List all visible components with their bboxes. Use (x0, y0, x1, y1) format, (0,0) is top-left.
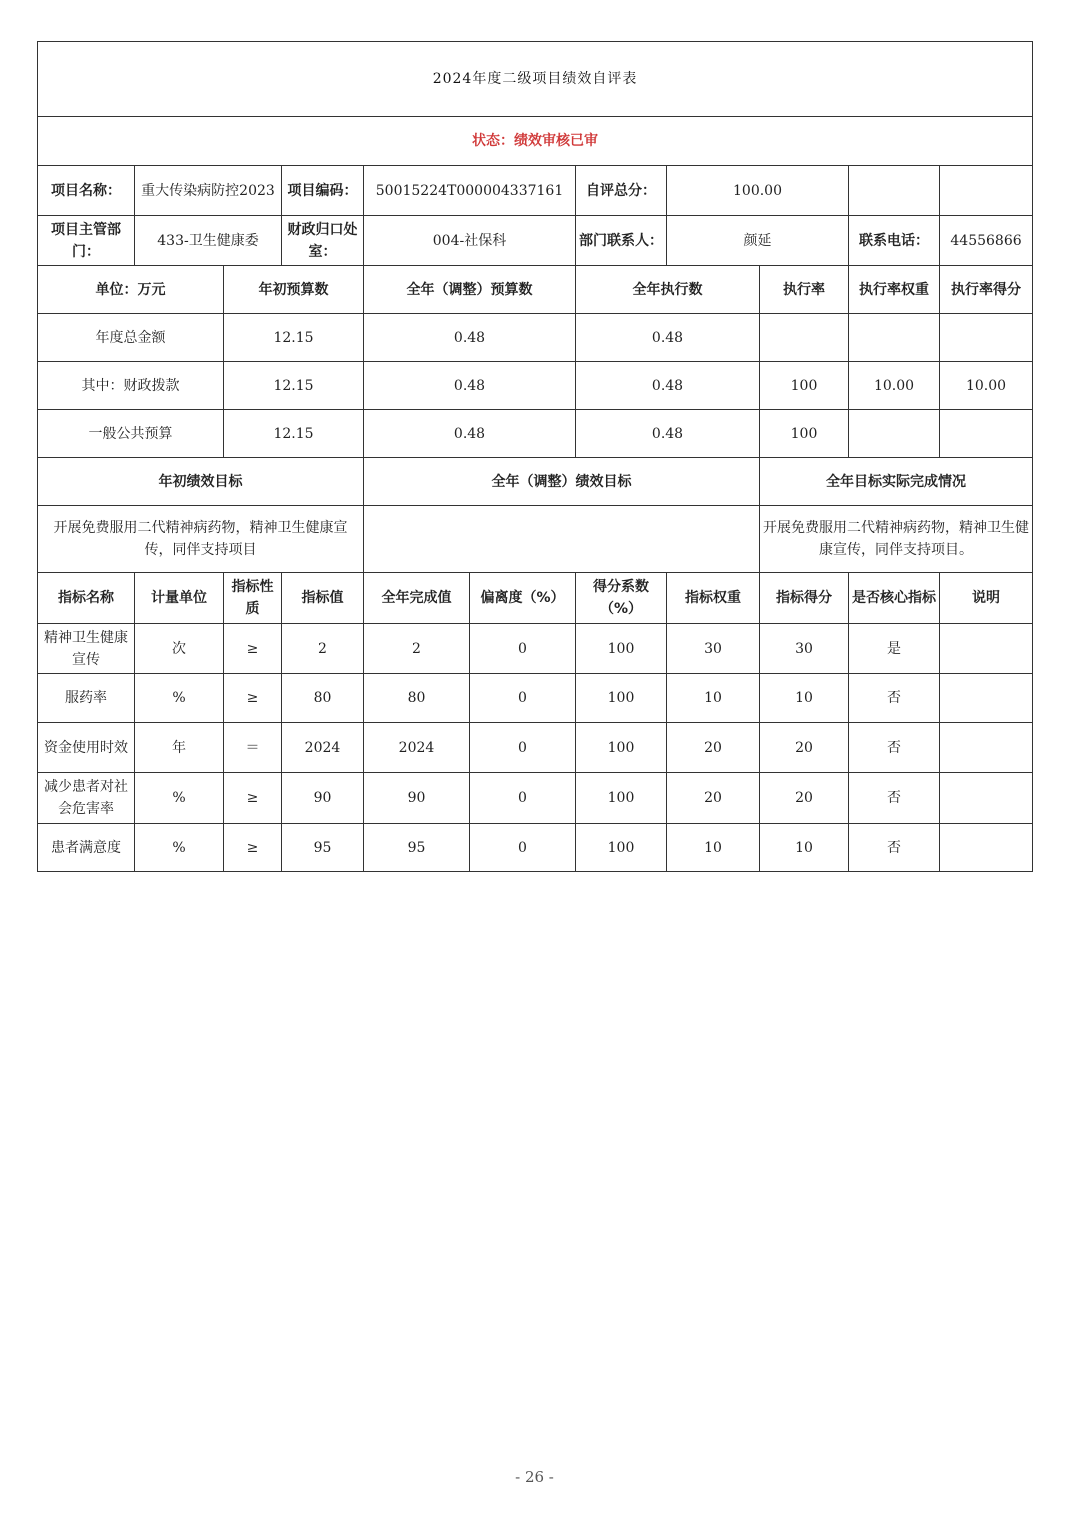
indicator-cell: 2 (282, 624, 364, 674)
actual-goal-text: 开展免费服用二代精神病药物，精神卫生健康宣传，同伴支持项目。 (760, 506, 1033, 573)
indicator-header: 说明 (940, 573, 1033, 624)
indicator-cell: % (135, 824, 224, 872)
indicator-cell: 20 (760, 773, 849, 824)
indicator-cell: 100 (576, 723, 667, 773)
indicator-cell: 2 (364, 624, 470, 674)
budget-header: 全年（调整）预算数 (364, 266, 576, 314)
indicator-cell: 2024 (364, 723, 470, 773)
budget-header: 执行率得分 (940, 266, 1033, 314)
indicator-cell: ≥ (224, 824, 282, 872)
indicator-row (38, 674, 1033, 723)
indicator-cell: 30 (760, 624, 849, 674)
initial-goal-text: 开展免费服用二代精神病药物，精神卫生健康宣传，同伴支持项目 (38, 506, 364, 573)
budget-header: 执行率 (760, 266, 849, 314)
indicator-cell: ＝ (224, 723, 282, 773)
indicator-cell: 2024 (282, 723, 364, 773)
empty-cell (849, 166, 940, 216)
total-score-value: 100.00 (667, 166, 849, 216)
indicator-cell: 是 (849, 624, 940, 674)
finance-value: 004-社保科 (364, 216, 576, 266)
indicator-header: 全年完成值 (364, 573, 470, 624)
indicator-cell: 否 (849, 723, 940, 773)
budget-cell: 其中：财政拨款 (38, 362, 224, 410)
budget-cell: 0.48 (364, 362, 576, 410)
indicator-cell: 精神卫生健康宣传 (38, 624, 135, 674)
indicator-cell: 90 (364, 773, 470, 824)
indicator-cell (940, 624, 1033, 674)
indicator-header: 是否核心指标 (849, 573, 940, 624)
indicator-cell: 0 (470, 773, 576, 824)
budget-row (38, 410, 1033, 458)
budget-row (38, 362, 1033, 410)
budget-cell (940, 410, 1033, 458)
page-title: 2024年度二级项目绩效自评表 (38, 42, 1033, 117)
indicator-cell: 0 (470, 723, 576, 773)
budget-row (38, 314, 1033, 362)
indicator-cell: 20 (667, 773, 760, 824)
budget-header: 年初预算数 (224, 266, 364, 314)
budget-header: 单位：万元 (38, 266, 224, 314)
indicator-cell: 次 (135, 624, 224, 674)
indicator-cell: 0 (470, 674, 576, 723)
indicator-cell: 100 (576, 624, 667, 674)
indicator-cell: 服药率 (38, 674, 135, 723)
indicator-cell: 减少患者对社会危害率 (38, 773, 135, 824)
initial-goal-label: 年初绩效目标 (38, 458, 364, 506)
budget-cell (849, 314, 940, 362)
budget-cell: 0.48 (576, 410, 760, 458)
indicator-cell: 否 (849, 674, 940, 723)
indicator-cell: 100 (576, 674, 667, 723)
indicator-cell (940, 824, 1033, 872)
indicator-cell: 0 (470, 624, 576, 674)
contact-value: 颜延 (667, 216, 849, 266)
phone-value: 44556866 (940, 216, 1033, 266)
indicator-cell: 患者满意度 (38, 824, 135, 872)
dept-label: 项目主管部门： (38, 216, 135, 266)
budget-cell: 年度总金额 (38, 314, 224, 362)
budget-cell: 0.48 (576, 314, 760, 362)
indicator-cell: % (135, 674, 224, 723)
indicator-cell: 10 (667, 824, 760, 872)
indicator-header: 指标权重 (667, 573, 760, 624)
indicator-row (38, 773, 1033, 824)
budget-cell: 12.15 (224, 362, 364, 410)
indicator-header: 指标得分 (760, 573, 849, 624)
budget-cell: 10.00 (849, 362, 940, 410)
indicator-cell: 否 (849, 824, 940, 872)
indicator-cell: 20 (667, 723, 760, 773)
project-code-value: 50015224T000004337161 (364, 166, 576, 216)
indicator-cell: 0 (470, 824, 576, 872)
budget-cell (760, 314, 849, 362)
finance-label: 财政归口处室： (282, 216, 364, 266)
budget-cell (849, 410, 940, 458)
budget-cell: 一般公共预算 (38, 410, 224, 458)
indicator-cell: 30 (667, 624, 760, 674)
budget-cell (940, 314, 1033, 362)
budget-cell: 100 (760, 410, 849, 458)
adjusted-goal-text (364, 506, 760, 573)
dept-value: 433-卫生健康委 (135, 216, 282, 266)
indicator-cell: % (135, 773, 224, 824)
indicator-header: 偏离度（%） (470, 573, 576, 624)
indicator-cell (940, 773, 1033, 824)
indicator-cell: ≥ (224, 773, 282, 824)
indicator-cell: ≥ (224, 674, 282, 723)
budget-header: 执行率权重 (849, 266, 940, 314)
indicator-header: 计量单位 (135, 573, 224, 624)
indicator-header: 指标名称 (38, 573, 135, 624)
indicator-cell: 100 (576, 773, 667, 824)
indicator-cell: 80 (364, 674, 470, 723)
indicator-row (38, 624, 1033, 674)
adjusted-goal-label: 全年（调整）绩效目标 (364, 458, 760, 506)
project-name-label: 项目名称： (38, 166, 135, 216)
budget-cell: 12.15 (224, 410, 364, 458)
indicator-cell (940, 723, 1033, 773)
budget-cell: 100 (760, 362, 849, 410)
indicator-row (38, 824, 1033, 872)
indicator-cell: 资金使用时效 (38, 723, 135, 773)
budget-cell: 10.00 (940, 362, 1033, 410)
indicator-header: 得分系数（%） (576, 573, 667, 624)
indicator-cell: 100 (576, 824, 667, 872)
indicator-row (38, 723, 1033, 773)
phone-label: 联系电话： (849, 216, 940, 266)
indicator-cell: 20 (760, 723, 849, 773)
indicator-cell: 否 (849, 773, 940, 824)
indicator-cell: 10 (760, 674, 849, 723)
budget-header: 全年执行数 (576, 266, 760, 314)
page-number: - 26 - (515, 1468, 554, 1486)
indicator-cell: 年 (135, 723, 224, 773)
indicator-cell: ≥ (224, 624, 282, 674)
empty-cell (940, 166, 1033, 216)
indicator-cell: 10 (760, 824, 849, 872)
project-code-label: 项目编码： (282, 166, 364, 216)
budget-cell: 0.48 (576, 362, 760, 410)
budget-cell: 12.15 (224, 314, 364, 362)
budget-cell: 0.48 (364, 410, 576, 458)
indicator-cell: 90 (282, 773, 364, 824)
indicator-cell (940, 674, 1033, 723)
indicator-cell: 10 (667, 674, 760, 723)
status-badge: 状态：绩效审核已审 (38, 117, 1033, 166)
indicator-header: 指标值 (282, 573, 364, 624)
contact-label: 部门联系人： (576, 216, 667, 266)
indicator-header: 指标性质 (224, 573, 282, 624)
actual-goal-label: 全年目标实际完成情况 (760, 458, 1033, 506)
project-name-value: 重大传染病防控2023 (135, 166, 282, 216)
self-evaluation-table (37, 41, 1033, 872)
indicator-cell: 95 (364, 824, 470, 872)
indicator-cell: 80 (282, 674, 364, 723)
total-score-label: 自评总分： (576, 166, 667, 216)
budget-cell: 0.48 (364, 314, 576, 362)
indicator-cell: 95 (282, 824, 364, 872)
